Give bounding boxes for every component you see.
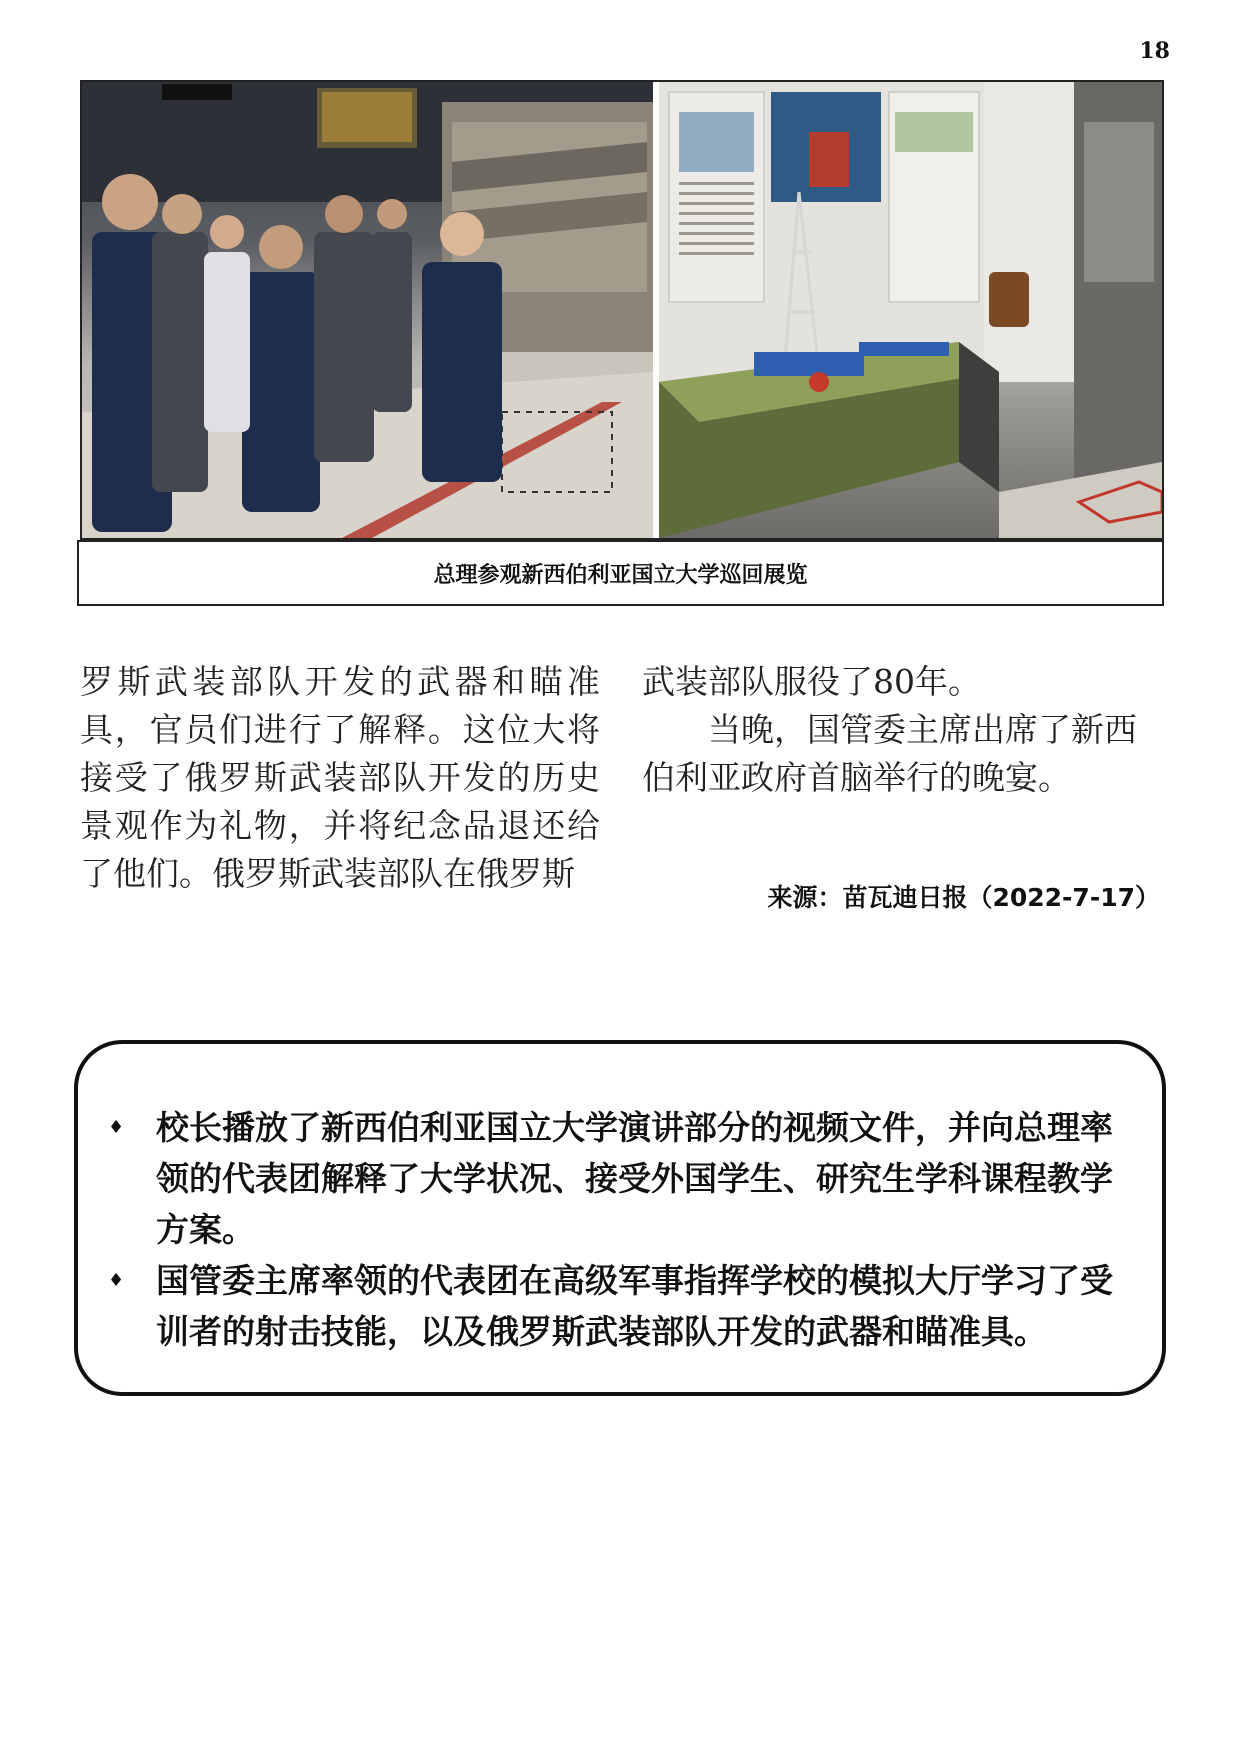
article-source: 来源：苗瓦迪日报（2022-7-17）	[767, 883, 1160, 912]
article-paragraph: 罗斯武装部队开发的武器和瞄准具，官员们进行了解释。这位大将接受了俄罗斯武装部队开发的历史景观作为礼物，并将纪念品退还给了他们。俄罗斯武装部队在俄罗斯	[80, 662, 600, 893]
article-paragraph: 武装部队服役了80年。	[642, 662, 981, 701]
diamond-bullet-icon: ♦	[108, 1270, 125, 1291]
diamond-bullet-icon: ♦	[108, 1117, 125, 1138]
summary-item	[96, 1255, 1138, 1357]
page-number: 18	[1139, 38, 1170, 64]
summary-item	[96, 1102, 1138, 1255]
summary-item-text: 校长播放了新西伯利亚国立大学演讲部分的视频文件，并向总理率领的代表团解释了大学状况、接受外国学生、研究生学科课程教学方案。	[156, 1108, 1113, 1249]
summary-item-text: 国管委主席率领的代表团在高级军事指挥学校的模拟大厅学习了受训者的射击技能，以及俄罗斯武装部队开发的武器和瞄准具。	[156, 1261, 1113, 1351]
article-left-column	[80, 658, 600, 898]
delegation-photo	[82, 82, 653, 538]
photo-caption	[77, 540, 1164, 606]
article-paragraph: 当晚，国管委主席出席了新西伯利亚政府首脑举行的晚宴。	[642, 710, 1137, 797]
photo-strip	[80, 80, 1164, 540]
article-right-column	[642, 658, 1162, 802]
summary-list	[96, 1102, 1138, 1357]
photo-caption-text: 总理参观新西伯利亚国立大学巡回展览	[433, 562, 808, 588]
exhibit-photo	[659, 82, 1162, 538]
summary-box	[74, 1040, 1166, 1396]
